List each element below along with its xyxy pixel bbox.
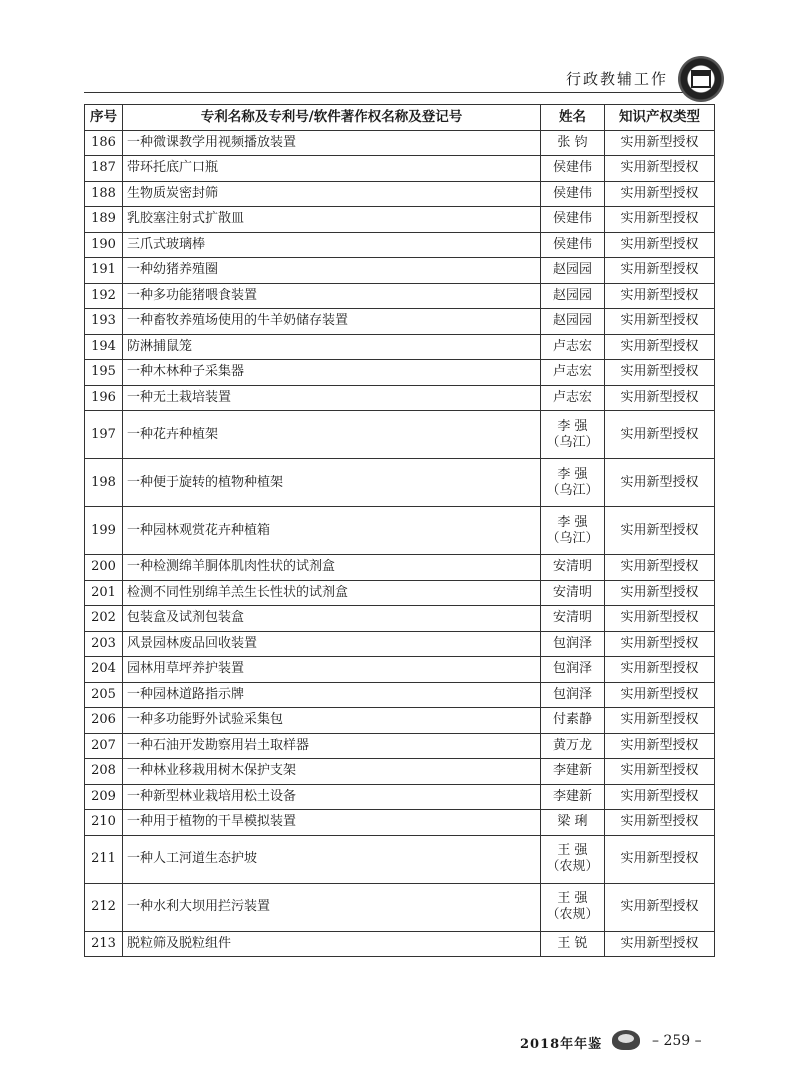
table-row <box>85 156 715 182</box>
inventor-name <box>541 507 605 555</box>
row-number: 187 <box>85 156 123 182</box>
row-number: 197 <box>85 411 123 459</box>
table-row <box>85 657 715 683</box>
ip-type: 实用新型授权 <box>605 181 715 207</box>
ip-type: 实用新型授权 <box>605 733 715 759</box>
inventor-name-text: 王 锐 <box>557 935 588 951</box>
ip-type: 实用新型授权 <box>605 232 715 258</box>
inventor-name-text: 李 强 <box>557 418 588 434</box>
inventor-name <box>541 733 605 759</box>
table-row <box>85 459 715 507</box>
table-row <box>85 207 715 233</box>
col-header-name: 专利名称及专利号/软件著作权名称及登记号 <box>123 105 541 131</box>
inventor-name-text: 安清明 <box>552 610 592 626</box>
inventor-name-text: 包润泽 <box>552 661 592 677</box>
inventor-affiliation: （乌江） <box>546 434 599 450</box>
patent-name: 一种花卉种植架 <box>123 411 541 459</box>
ip-type: 实用新型授权 <box>605 207 715 233</box>
ip-type: 实用新型授权 <box>605 657 715 683</box>
table-row <box>85 810 715 836</box>
row-number: 196 <box>85 385 123 411</box>
inventor-name <box>541 631 605 657</box>
patent-name: 检测不同性别绵羊羔生长性状的试剂盒 <box>123 580 541 606</box>
ip-type: 实用新型授权 <box>605 784 715 810</box>
row-number: 205 <box>85 682 123 708</box>
table-row <box>85 784 715 810</box>
ip-type: 实用新型授权 <box>605 334 715 360</box>
row-number: 191 <box>85 258 123 284</box>
ip-type: 实用新型授权 <box>605 459 715 507</box>
inventor-name-text: 王 强 <box>557 891 588 906</box>
patent-name: 一种微课教学用视频播放装置 <box>123 130 541 156</box>
row-number: 209 <box>85 784 123 810</box>
patent-name: 一种园林道路指示牌 <box>123 682 541 708</box>
patent-name: 防淋捕鼠笼 <box>123 334 541 360</box>
row-number: 189 <box>85 207 123 233</box>
ip-type: 实用新型授权 <box>605 385 715 411</box>
patent-name: 一种园林观赏花卉种植箱 <box>123 507 541 555</box>
inventor-name <box>541 657 605 683</box>
row-number: 200 <box>85 555 123 581</box>
ip-type: 实用新型授权 <box>605 931 715 957</box>
table-row <box>85 835 715 883</box>
inventor-name <box>541 207 605 233</box>
inventor-name-text: 李 强 <box>557 514 588 530</box>
table-row <box>85 883 715 931</box>
row-number: 213 <box>85 931 123 957</box>
patent-name: 包装盒及试剂包装盒 <box>123 606 541 632</box>
ip-type: 实用新型授权 <box>605 810 715 836</box>
row-number: 206 <box>85 708 123 734</box>
inventor-name <box>541 232 605 258</box>
ip-type: 实用新型授权 <box>605 258 715 284</box>
patent-name: 带环托底广口瓶 <box>123 156 541 182</box>
row-number: 194 <box>85 334 123 360</box>
yearbook-emblem-icon <box>612 1030 640 1050</box>
inventor-affiliation: （乌江） <box>546 530 599 546</box>
table-row <box>85 682 715 708</box>
row-number: 207 <box>85 733 123 759</box>
ip-type: 实用新型授权 <box>605 759 715 785</box>
row-number: 195 <box>85 360 123 386</box>
row-number: 202 <box>85 606 123 632</box>
table-row <box>85 283 715 309</box>
row-number: 208 <box>85 759 123 785</box>
inventor-name-text: 李 强 <box>557 466 588 482</box>
table-row <box>85 130 715 156</box>
ip-type: 实用新型授权 <box>605 360 715 386</box>
inventor-name-text: 王 强 <box>557 843 588 858</box>
inventor-affiliation: （农规） <box>546 907 599 922</box>
inventor-name-text: 卢志宏 <box>552 364 592 380</box>
table-row <box>85 360 715 386</box>
patent-name: 一种检测绵羊胴体肌肉性状的试剂盒 <box>123 555 541 581</box>
inventor-name-text: 包润泽 <box>552 635 592 651</box>
inventor-name-text: 侯建伟 <box>552 236 592 252</box>
row-number: 204 <box>85 657 123 683</box>
row-number: 186 <box>85 130 123 156</box>
inventor-name-text: 赵园园 <box>552 287 592 303</box>
patent-name: 一种林业移栽用树木保护支架 <box>123 759 541 785</box>
patent-name: 一种幼猪养殖圈 <box>123 258 541 284</box>
page-number: – 259 – <box>652 1033 702 1049</box>
inventor-name <box>541 411 605 459</box>
row-number: 193 <box>85 309 123 335</box>
table-row <box>85 708 715 734</box>
patent-name: 一种水利大坝用拦污装置 <box>123 883 541 931</box>
patent-name: 一种木林种子采集器 <box>123 360 541 386</box>
inventor-name-text: 赵园园 <box>552 313 592 329</box>
ip-type: 实用新型授权 <box>605 309 715 335</box>
row-number: 211 <box>85 835 123 883</box>
ip-type: 实用新型授权 <box>605 606 715 632</box>
row-number: 192 <box>85 283 123 309</box>
patent-name: 乳胶塞注射式扩散皿 <box>123 207 541 233</box>
inventor-name-text: 付素静 <box>552 712 592 728</box>
ip-type: 实用新型授权 <box>605 631 715 657</box>
inventor-name <box>541 334 605 360</box>
table-row <box>85 580 715 606</box>
inventor-name <box>541 835 605 883</box>
patent-name: 一种人工河道生态护坡 <box>123 835 541 883</box>
patent-name: 一种新型林业栽培用松土设备 <box>123 784 541 810</box>
table-header-row <box>85 105 715 131</box>
table-row <box>85 181 715 207</box>
inventor-name <box>541 883 605 931</box>
ip-type: 实用新型授权 <box>605 411 715 459</box>
col-header-type: 知识产权类型 <box>605 105 715 131</box>
section-title: 行政教辅工作 <box>565 70 668 88</box>
inventor-name-text: 侯建伟 <box>552 185 592 201</box>
header-rule <box>84 92 684 93</box>
inventor-name-text: 李建新 <box>552 788 592 804</box>
inventor-name <box>541 459 605 507</box>
inventor-name-text: 黄万龙 <box>552 737 592 753</box>
patent-name: 脱粒筛及脱粒组件 <box>123 931 541 957</box>
inventor-name-text: 侯建伟 <box>552 211 592 227</box>
row-number: 198 <box>85 459 123 507</box>
ip-type: 实用新型授权 <box>605 507 715 555</box>
inventor-name <box>541 931 605 957</box>
table-row <box>85 931 715 957</box>
inventor-name-text: 卢志宏 <box>552 389 592 405</box>
inventor-name <box>541 606 605 632</box>
patent-name: 一种石油开发勘察用岩土取样器 <box>123 733 541 759</box>
patent-name: 一种多功能野外试验采集包 <box>123 708 541 734</box>
ip-type: 实用新型授权 <box>605 130 715 156</box>
inventor-name <box>541 759 605 785</box>
table-row <box>85 258 715 284</box>
patent-name: 园林用草坪养护装置 <box>123 657 541 683</box>
inventor-affiliation: （农规） <box>546 859 599 874</box>
ip-type: 实用新型授权 <box>605 708 715 734</box>
university-seal-icon <box>678 56 724 102</box>
inventor-name <box>541 156 605 182</box>
inventor-name-text: 梁 琍 <box>557 814 588 830</box>
patent-name: 一种无土栽培装置 <box>123 385 541 411</box>
inventor-name <box>541 283 605 309</box>
patent-name: 一种用于植物的干旱模拟装置 <box>123 810 541 836</box>
table-row <box>85 631 715 657</box>
row-number: 212 <box>85 883 123 931</box>
row-number: 190 <box>85 232 123 258</box>
inventor-name <box>541 258 605 284</box>
patent-name: 三爪式玻璃棒 <box>123 232 541 258</box>
table-row <box>85 733 715 759</box>
table-row <box>85 555 715 581</box>
inventor-name <box>541 555 605 581</box>
table-row <box>85 309 715 335</box>
ip-type: 实用新型授权 <box>605 283 715 309</box>
inventor-name-text: 卢志宏 <box>552 338 592 354</box>
inventor-name <box>541 385 605 411</box>
ip-type: 实用新型授权 <box>605 580 715 606</box>
table-row <box>85 411 715 459</box>
page-footer <box>520 1030 720 1054</box>
col-header-no: 序号 <box>85 105 123 131</box>
row-number: 188 <box>85 181 123 207</box>
inventor-name-text: 侯建伟 <box>552 160 592 176</box>
inventor-name-text: 安清明 <box>552 584 592 600</box>
row-number: 199 <box>85 507 123 555</box>
inventor-name <box>541 682 605 708</box>
ip-type: 实用新型授权 <box>605 682 715 708</box>
inventor-affiliation: （乌江） <box>546 482 599 498</box>
ip-type: 实用新型授权 <box>605 156 715 182</box>
patent-name: 一种便于旋转的植物种植架 <box>123 459 541 507</box>
inventor-name <box>541 360 605 386</box>
inventor-name <box>541 130 605 156</box>
table-body <box>85 130 715 957</box>
table-row <box>85 334 715 360</box>
table-row <box>85 759 715 785</box>
ip-type: 实用新型授权 <box>605 555 715 581</box>
table-row <box>85 507 715 555</box>
inventor-name-text: 包润泽 <box>552 686 592 702</box>
yearbook-title: 2018年年鉴 <box>520 1037 603 1052</box>
inventor-name <box>541 309 605 335</box>
row-number: 203 <box>85 631 123 657</box>
inventor-name-text: 李建新 <box>552 763 592 779</box>
patent-name: 风景园林废品回收装置 <box>123 631 541 657</box>
inventor-name <box>541 708 605 734</box>
inventor-name <box>541 810 605 836</box>
patent-table <box>84 104 715 957</box>
table-row <box>85 606 715 632</box>
inventor-name-text: 安清明 <box>552 559 592 575</box>
ip-type: 实用新型授权 <box>605 835 715 883</box>
col-header-person: 姓名 <box>541 105 605 131</box>
row-number: 210 <box>85 810 123 836</box>
patent-name: 生物质炭密封筛 <box>123 181 541 207</box>
inventor-name-text: 赵园园 <box>552 262 592 278</box>
inventor-name <box>541 181 605 207</box>
inventor-name <box>541 580 605 606</box>
patent-name: 一种多功能猪喂食装置 <box>123 283 541 309</box>
row-number: 201 <box>85 580 123 606</box>
ip-type: 实用新型授权 <box>605 883 715 931</box>
inventor-name-text: 张 钧 <box>557 134 588 150</box>
table-row <box>85 232 715 258</box>
patent-name: 一种畜牧养殖场使用的牛羊奶储存装置 <box>123 309 541 335</box>
page-header <box>84 66 724 100</box>
table-row <box>85 385 715 411</box>
inventor-name <box>541 784 605 810</box>
